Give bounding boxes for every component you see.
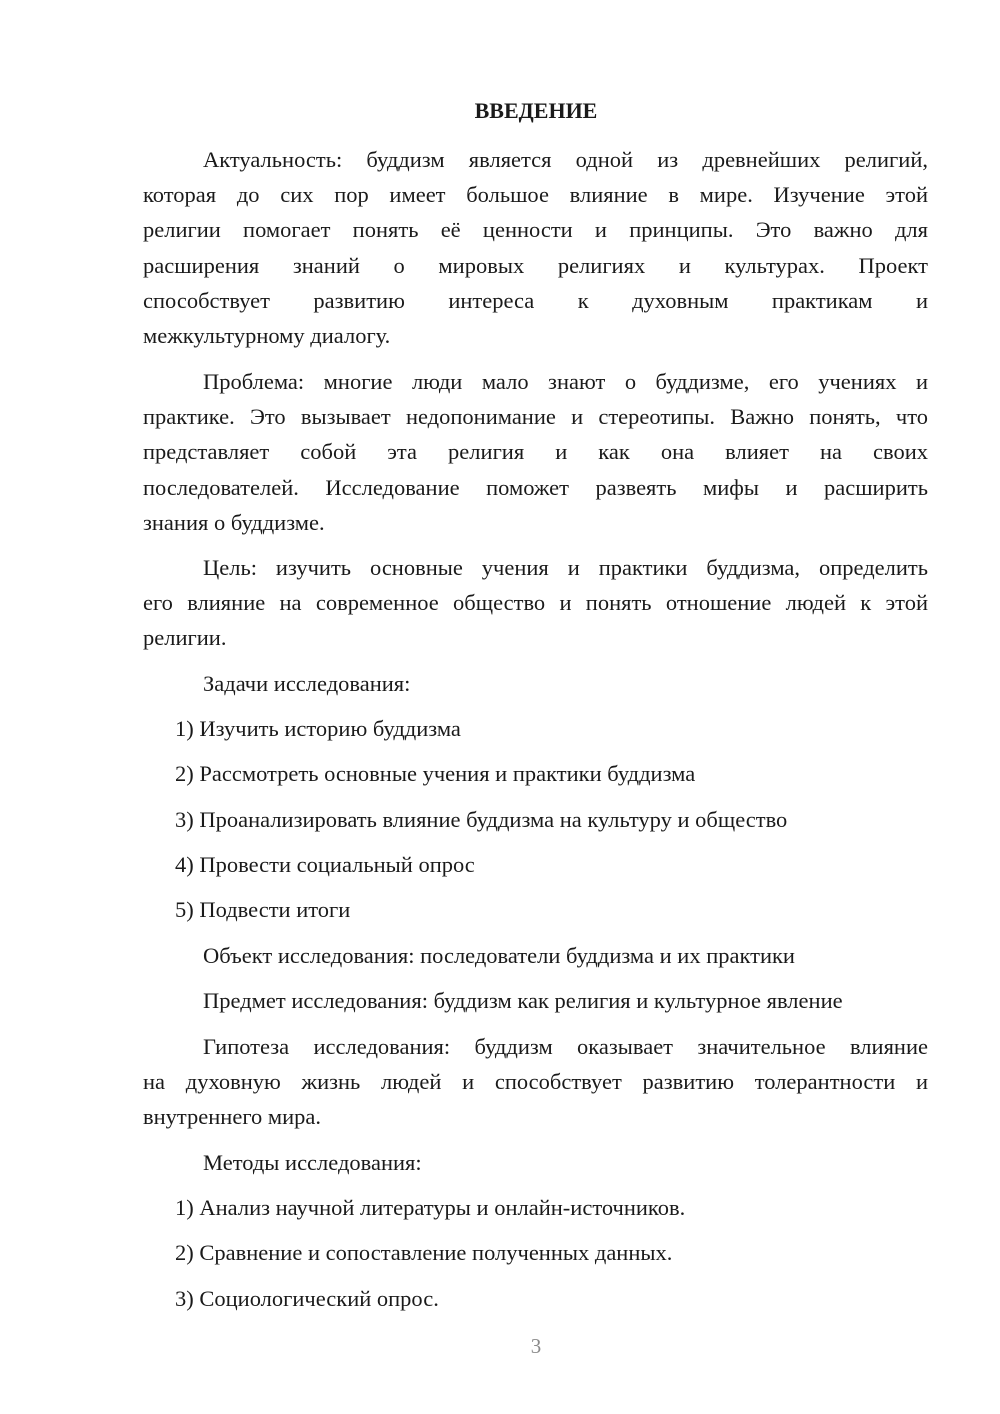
task-item: 1) Изучить историю буддизма: [175, 716, 461, 741]
method-item: 3) Социологический опрос.: [175, 1286, 439, 1311]
text-line: которая до сих пор имеет большое влияние в мире. Изучение этой: [143, 182, 928, 207]
method-item: 2) Сравнение и сопоставление полученных данных.: [175, 1240, 673, 1265]
method-item: 1) Анализ научной литературы и онлайн-источников.: [175, 1195, 686, 1220]
text-line: Цель: изучить основные учения и практики буддизма, определить: [203, 555, 928, 580]
page-number: 3: [530, 1334, 542, 1358]
text-line: расширения знаний о мировых религиях и культурах. Проект: [143, 253, 928, 278]
text-line: межкультурному диалогу.: [143, 323, 391, 348]
tasks-heading: Задачи исследования:: [203, 671, 411, 696]
text-line: религии.: [143, 625, 227, 650]
task-item: 4) Провести социальный опрос: [175, 852, 475, 877]
task-item: 2) Рассмотреть основные учения и практики буддизма: [175, 761, 696, 786]
text-line: внутреннего мира.: [143, 1104, 322, 1129]
text-line: знания о буддизме.: [143, 510, 325, 535]
task-item: 5) Подвести итоги: [175, 897, 351, 922]
text-line: его влияние на современное общество и понять отношение людей к этой: [143, 590, 928, 615]
text-line: Актуальность: буддизм является одной из древнейших религий,: [203, 147, 928, 172]
text-line: на духовную жизнь людей и способствует развитию толерантности и: [143, 1069, 928, 1094]
methods-heading: Методы исследования:: [203, 1150, 422, 1175]
page-title: ВВЕДЕНИЕ: [474, 98, 598, 123]
task-item: 3) Проанализировать влияние буддизма на культуру и общество: [175, 807, 788, 832]
text-line: способствует развитию интереса к духовным практикам и: [143, 288, 928, 313]
text-line: религии помогает понять её ценности и принципы. Это важно для: [143, 217, 928, 242]
text-line: практике. Это вызывает недопонимание и стереотипы. Важно понять, что: [143, 404, 928, 429]
text-line: Проблема: многие люди мало знают о буддизме, его учениях и: [203, 369, 928, 394]
text-line: представляет собой эта религия и как она влияет на своих: [143, 439, 928, 464]
research-subject: Предмет исследования: буддизм как религия и культурное явление: [203, 988, 843, 1013]
research-object: Объект исследования: последователи буддизма и их практики: [203, 943, 795, 968]
text-line: Гипотеза исследования: буддизм оказывает значительное влияние: [203, 1034, 928, 1059]
text-line: последователей. Исследование поможет развеять мифы и расширить: [143, 475, 928, 500]
